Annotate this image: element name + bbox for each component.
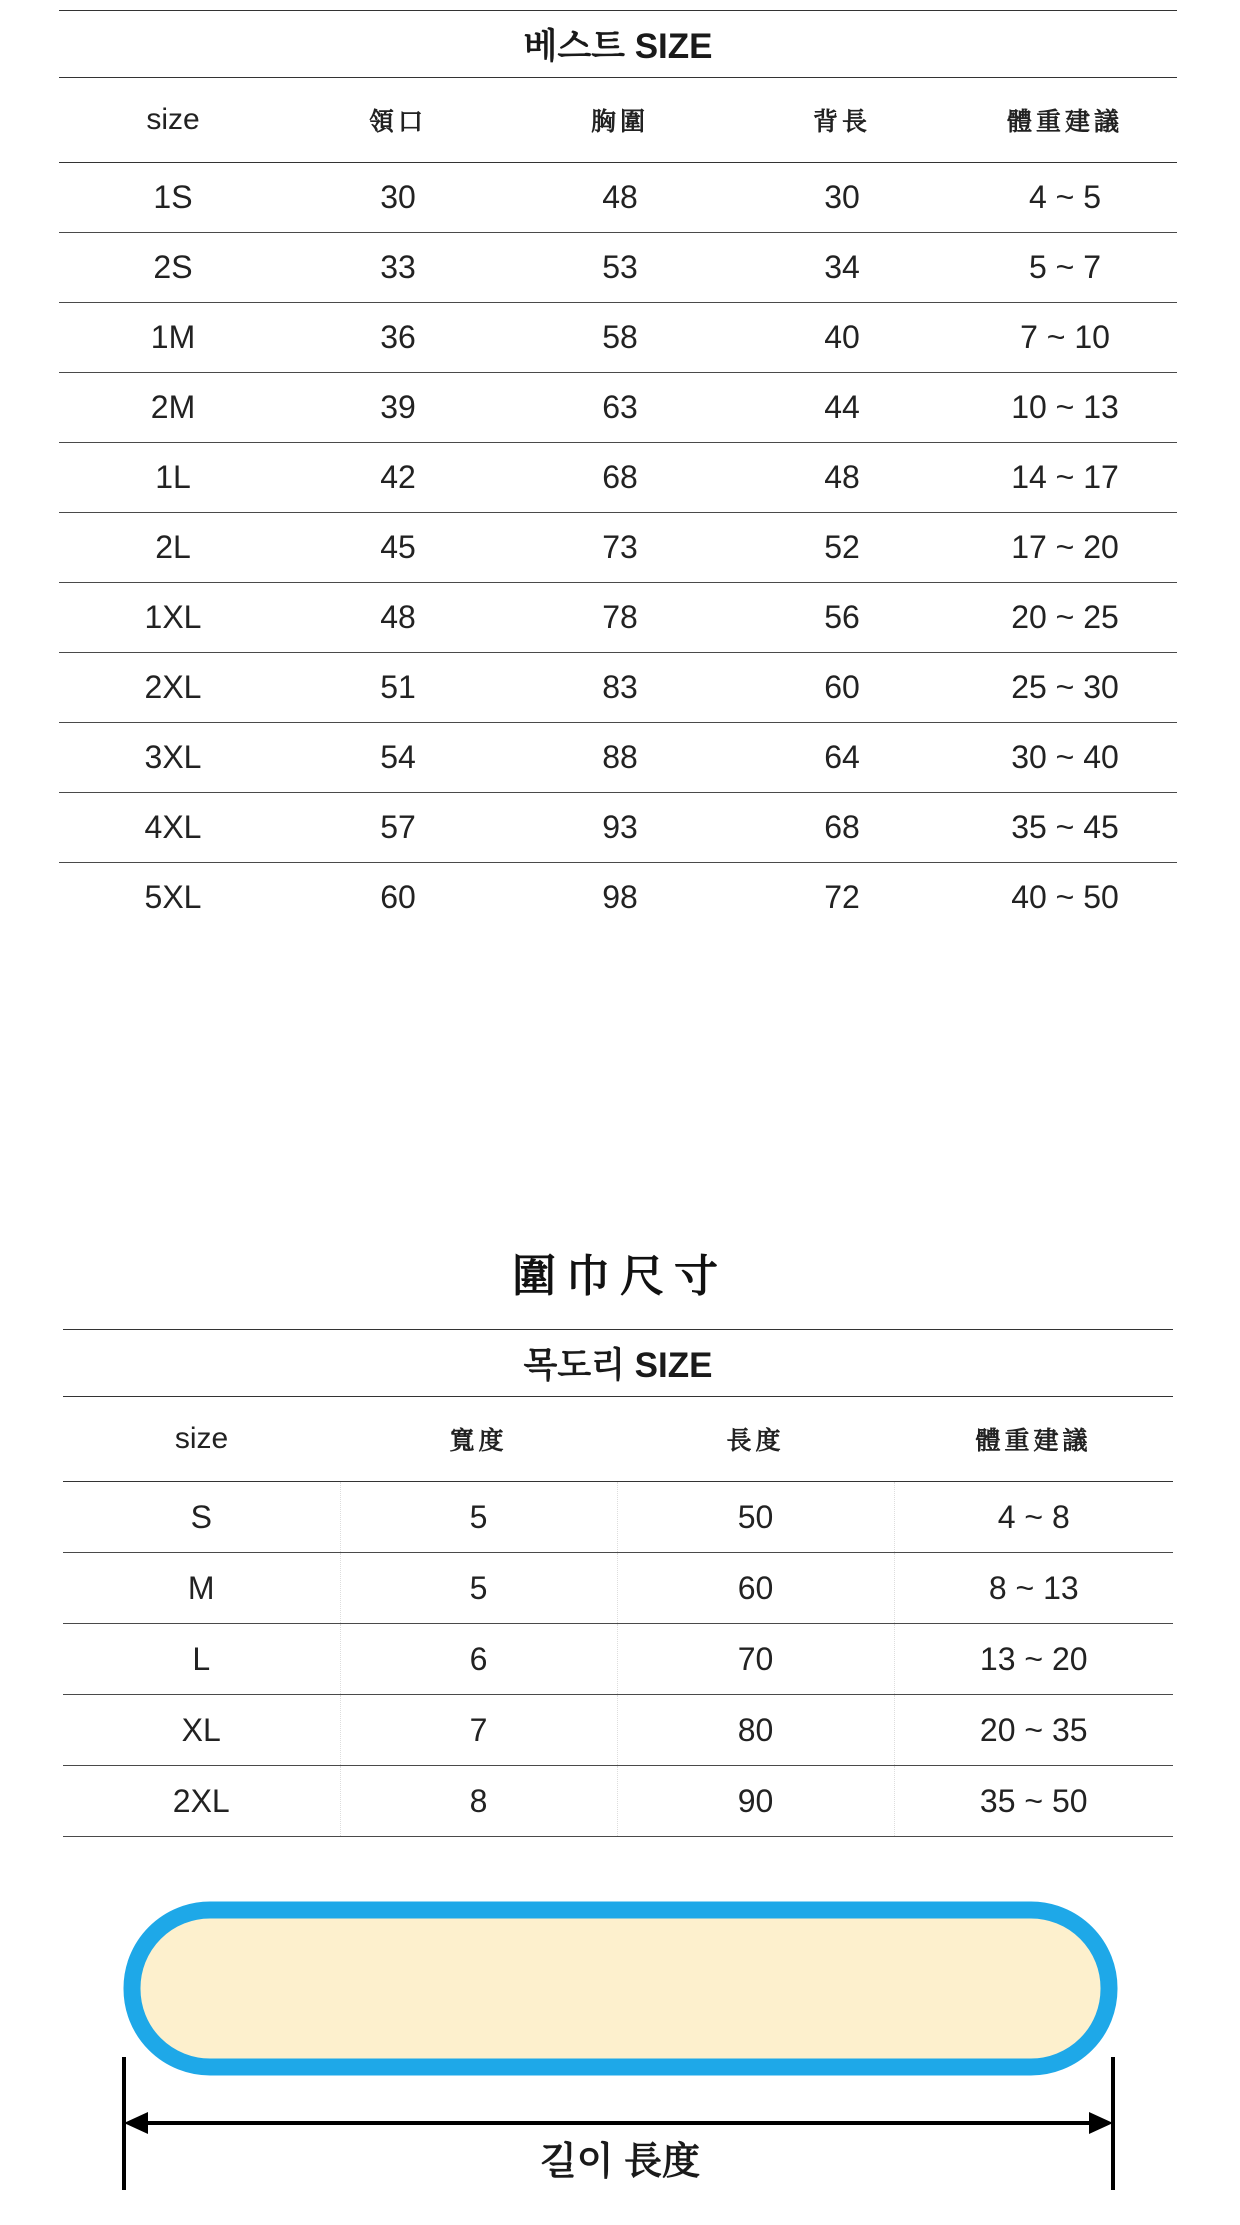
table-cell: 50 bbox=[617, 1482, 894, 1553]
table-cell: 30 bbox=[731, 163, 953, 233]
length-label: 길이 長度 bbox=[540, 2141, 700, 2183]
table-cell: 2L bbox=[59, 513, 287, 583]
table-cell: 64 bbox=[731, 723, 953, 793]
table-cell: 68 bbox=[509, 443, 731, 513]
table-cell: 93 bbox=[509, 793, 731, 863]
table-cell: 72 bbox=[824, 879, 860, 915]
table-cell: L bbox=[63, 1624, 340, 1695]
column-header: 體重建議 bbox=[953, 78, 1177, 163]
table-cell: 17 ~ 20 bbox=[953, 513, 1177, 583]
table-cell: 2M bbox=[59, 373, 287, 443]
table-cell: 8 bbox=[340, 1766, 617, 1837]
column-header: size bbox=[59, 78, 287, 163]
table-cell: 20 ~ 25 bbox=[953, 583, 1177, 653]
table-cell: 44 bbox=[731, 373, 953, 443]
table-cell: 51 bbox=[287, 653, 509, 723]
column-header: 背長 bbox=[731, 78, 953, 163]
table-cell: 6 bbox=[340, 1624, 617, 1695]
table-cell: 30 bbox=[287, 163, 509, 233]
table-cell: 1M bbox=[59, 303, 287, 373]
table-cell: 8 ~ 13 bbox=[894, 1553, 1173, 1624]
table-cell: 4XL bbox=[59, 793, 287, 863]
scarf-section-heading: 圍巾尺寸 bbox=[512, 1252, 728, 1301]
table-cell: 34 bbox=[731, 233, 953, 303]
table-cell: 39 bbox=[287, 373, 509, 443]
table-cell: 2XL bbox=[59, 653, 287, 723]
table-cell: 2XL bbox=[63, 1766, 340, 1837]
table-cell: 33 bbox=[287, 233, 509, 303]
table-cell: 90 bbox=[617, 1766, 894, 1837]
table-cell: 57 bbox=[287, 793, 509, 863]
table-cell: 42 bbox=[287, 443, 509, 513]
table-cell: 83 bbox=[509, 653, 731, 723]
column-header: 長度 bbox=[617, 1397, 894, 1482]
table-cell: 36 bbox=[287, 303, 509, 373]
table-cell: 53 bbox=[509, 233, 731, 303]
table-cell: 60 bbox=[380, 879, 416, 915]
vest-table-title: 베스트 SIZE bbox=[59, 11, 1177, 78]
table-cell: 88 bbox=[509, 723, 731, 793]
table-cell: 70 bbox=[617, 1624, 894, 1695]
table-cell: 4 ~ 5 bbox=[953, 163, 1177, 233]
table-cell: 48 bbox=[509, 163, 731, 233]
table-cell: 40 ~ 50 bbox=[1011, 879, 1119, 915]
table-cell: 63 bbox=[509, 373, 731, 443]
table-cell: 30 ~ 40 bbox=[953, 723, 1177, 793]
table-cell: 35 ~ 50 bbox=[894, 1766, 1173, 1837]
column-header: 領口 bbox=[287, 78, 509, 163]
table-cell: 5 bbox=[340, 1553, 617, 1624]
column-header: 體重建議 bbox=[894, 1397, 1173, 1482]
table-cell: 40 bbox=[731, 303, 953, 373]
table-cell: 10 ~ 13 bbox=[953, 373, 1177, 443]
table-cell: 98 bbox=[602, 879, 638, 915]
table-cell: 3XL bbox=[59, 723, 287, 793]
table-cell: 1XL bbox=[59, 583, 287, 653]
table-cell: 60 bbox=[617, 1553, 894, 1624]
table-cell: 58 bbox=[509, 303, 731, 373]
scarf-table-title: 목도리 SIZE bbox=[63, 1330, 1173, 1397]
scarf-shape bbox=[132, 1910, 1109, 2067]
table-cell: M bbox=[63, 1553, 340, 1624]
table-cell: 5 ~ 7 bbox=[953, 233, 1177, 303]
table-cell: 68 bbox=[731, 793, 953, 863]
table-cell: 13 ~ 20 bbox=[894, 1624, 1173, 1695]
table-cell: 45 bbox=[287, 513, 509, 583]
table-cell: 25 ~ 30 bbox=[953, 653, 1177, 723]
table-cell: 60 bbox=[731, 653, 953, 723]
table-cell: 78 bbox=[509, 583, 731, 653]
table-cell: 5XL bbox=[144, 879, 202, 915]
table-cell: 80 bbox=[617, 1695, 894, 1766]
table-cell: 35 ~ 45 bbox=[953, 793, 1177, 863]
table-cell: 14 ~ 17 bbox=[953, 443, 1177, 513]
table-cell: 7 ~ 10 bbox=[953, 303, 1177, 373]
table-cell: 20 ~ 35 bbox=[894, 1695, 1173, 1766]
table-cell: 4 ~ 8 bbox=[894, 1482, 1173, 1553]
table-cell: 52 bbox=[731, 513, 953, 583]
table-cell: 1L bbox=[59, 443, 287, 513]
table-cell: 48 bbox=[287, 583, 509, 653]
table-cell: 5 bbox=[340, 1482, 617, 1553]
table-cell: 1S bbox=[59, 163, 287, 233]
table-cell: 2S bbox=[59, 233, 287, 303]
table-cell: XL bbox=[63, 1695, 340, 1766]
table-cell: 56 bbox=[731, 583, 953, 653]
column-header: size bbox=[63, 1397, 340, 1482]
table-cell: 54 bbox=[287, 723, 509, 793]
table-cell: S bbox=[63, 1482, 340, 1553]
table-cell: 7 bbox=[340, 1695, 617, 1766]
column-header: 寬度 bbox=[340, 1397, 617, 1482]
table-cell: 73 bbox=[509, 513, 731, 583]
table-cell: 48 bbox=[731, 443, 953, 513]
column-header: 胸圍 bbox=[509, 78, 731, 163]
